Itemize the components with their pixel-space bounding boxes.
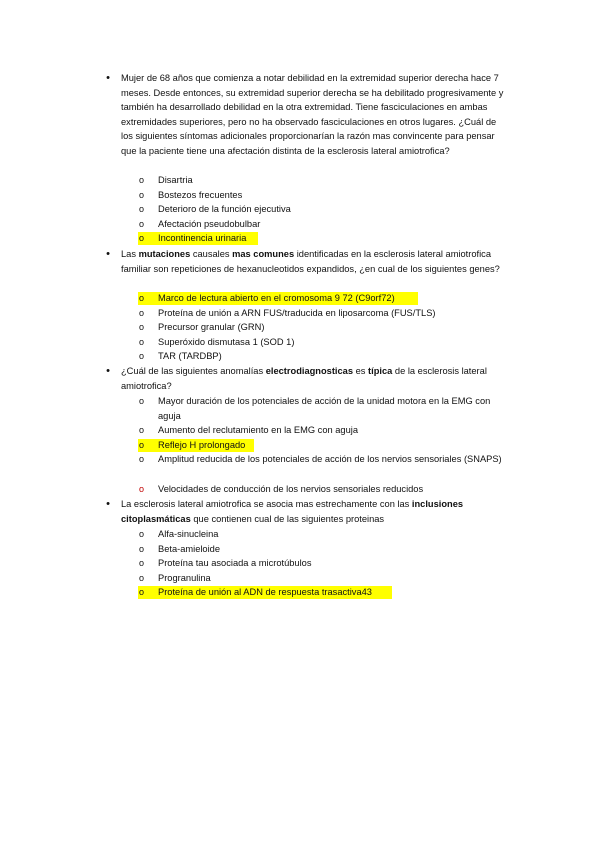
option-list — [0, 173, 599, 246]
option-text: Marco de lectura abierto en el cromosoma 9 72 (C9orf72) — [158, 293, 395, 303]
option-text: Deterioro de la función ejecutiva — [158, 204, 291, 215]
option-text: Incontinencia urinaria — [158, 233, 247, 244]
question-text — [121, 247, 509, 276]
question-text — [121, 497, 509, 526]
option-text: Proteína tau asociada a microtúbulos — [158, 558, 312, 569]
option-text: Progranulina — [158, 572, 211, 583]
option-text: TAR (TARDBP) — [158, 351, 222, 362]
option-marker: o — [139, 293, 145, 303]
option-marker-red: o — [139, 483, 145, 494]
option-marker: o — [139, 204, 145, 215]
list-item — [0, 173, 599, 188]
list-item-highlighted — [0, 585, 599, 600]
option-text: Mayor duración de los potenciales de acción de la unidad motora en la EMG con aguja — [158, 396, 491, 421]
text-run-bold: mutaciones — [138, 249, 191, 259]
option-marker: o — [139, 322, 145, 333]
text-run: de la esclerosis lateral amiotrofica? — [121, 366, 487, 391]
text-run-bold: mas comunes — [232, 249, 295, 259]
option-text: Bostezos frecuentes — [158, 189, 243, 200]
bullet-marker: • — [106, 498, 110, 510]
question-text — [121, 364, 509, 393]
text-run: Las — [121, 249, 139, 259]
option-list — [0, 394, 599, 496]
list-item — [0, 202, 599, 217]
option-list — [0, 527, 599, 600]
text-run: causales — [190, 249, 233, 259]
question-text — [121, 71, 509, 159]
list-item — [0, 571, 599, 586]
option-text: Alfa-sinucleina — [158, 529, 219, 539]
text-run: ¿Cuál de las siguientes anomalías — [121, 366, 266, 376]
list-item — [0, 423, 599, 438]
option-text: Proteína de unión a ARN FUS/traducida en liposarcoma (FUS/TLS) — [158, 307, 436, 318]
option-text: Amplitud reducida de los potenciales de acción de los nervios sensoriales (SNAPS) — [158, 454, 502, 465]
text-run: La esclerosis lateral amiotrofica se asocia mas estrechamente con las — [121, 499, 412, 509]
list-item — [0, 306, 599, 321]
text-run: es — [353, 366, 369, 376]
option-marker: o — [139, 543, 145, 554]
text-run-bold: inclusiones citoplasmáticas — [121, 499, 464, 524]
option-text: Reflejo H prolongado — [158, 439, 246, 450]
option-text: Afectación pseudobulbar — [158, 218, 261, 229]
option-marker: o — [139, 233, 145, 244]
list-item — [0, 217, 599, 232]
option-text: Disartria — [158, 175, 193, 185]
list-item — [0, 320, 599, 335]
list-item-highlighted — [0, 231, 599, 246]
option-text: Aumento del reclutamiento en la EMG con aguja — [158, 425, 358, 436]
option-text: Precursor granular (GRN) — [158, 322, 265, 333]
text-run: Mujer de 68 años que comienza a notar debilidad en la extremidad superior derecha hace 7 meses. Desde entonces, su extremidad superior derecha se ha debilitado progresivamente y también ha desarrollado debilidad en la otra extremidad. Tiene fasciculaciones en ambas extremidades superiores, pero no ha observado fasciculaciones en otros lugares. ¿Cuál de los siguientes síntomas adicionales proporcionarían la razón mas convincente para pensar que la paciente tiene una afectación distinta de la esclerosis lateral amiotrofica? — [121, 73, 504, 156]
list-item — [0, 527, 599, 542]
bullet-marker: • — [106, 72, 110, 84]
option-text: Superóxido dismutasa 1 (SOD 1) — [158, 336, 295, 347]
bullet-marker: • — [106, 248, 110, 260]
option-marker: o — [139, 351, 145, 362]
option-text: Beta-amieloide — [158, 543, 221, 554]
option-marker: o — [139, 307, 145, 318]
list-item — [0, 452, 599, 481]
option-marker: o — [139, 189, 145, 200]
bullet-marker: • — [106, 365, 110, 377]
option-marker: o — [139, 454, 145, 465]
option-marker: o — [139, 396, 145, 406]
text-run: identificadas en la esclerosis lateral amiotrofica familiar son repeticiones de hexanucleotidos expandidos, ¿en cual de los siguientes genes? — [121, 249, 500, 274]
option-list — [0, 291, 599, 364]
option-marker: o — [139, 572, 145, 583]
list-item — [0, 394, 599, 423]
list-item-highlighted — [0, 438, 599, 453]
list-item-highlighted — [0, 291, 599, 306]
text-run-bold: típica — [368, 366, 393, 376]
text-run: que contienen cual de las siguientes proteinas — [190, 513, 385, 524]
option-text: Proteína de unión al ADN de respuesta trasactiva43 — [158, 587, 372, 598]
list-item — [0, 335, 599, 350]
list-item — [0, 556, 599, 571]
option-marker: o — [139, 425, 145, 436]
list-item — [0, 349, 599, 364]
option-marker: o — [139, 439, 145, 450]
list-item — [0, 542, 599, 557]
option-marker: o — [139, 218, 145, 229]
text-run-bold: electrodiagnosticas — [265, 366, 354, 376]
option-marker: o — [139, 558, 145, 569]
option-text: Velocidades de conducción de los nervios sensoriales reducidos — [158, 483, 424, 494]
option-marker: o — [139, 587, 145, 598]
option-marker: o — [139, 336, 145, 347]
list-item — [0, 482, 599, 497]
option-marker: o — [139, 175, 145, 185]
list-item — [0, 188, 599, 203]
option-marker: o — [139, 529, 145, 539]
